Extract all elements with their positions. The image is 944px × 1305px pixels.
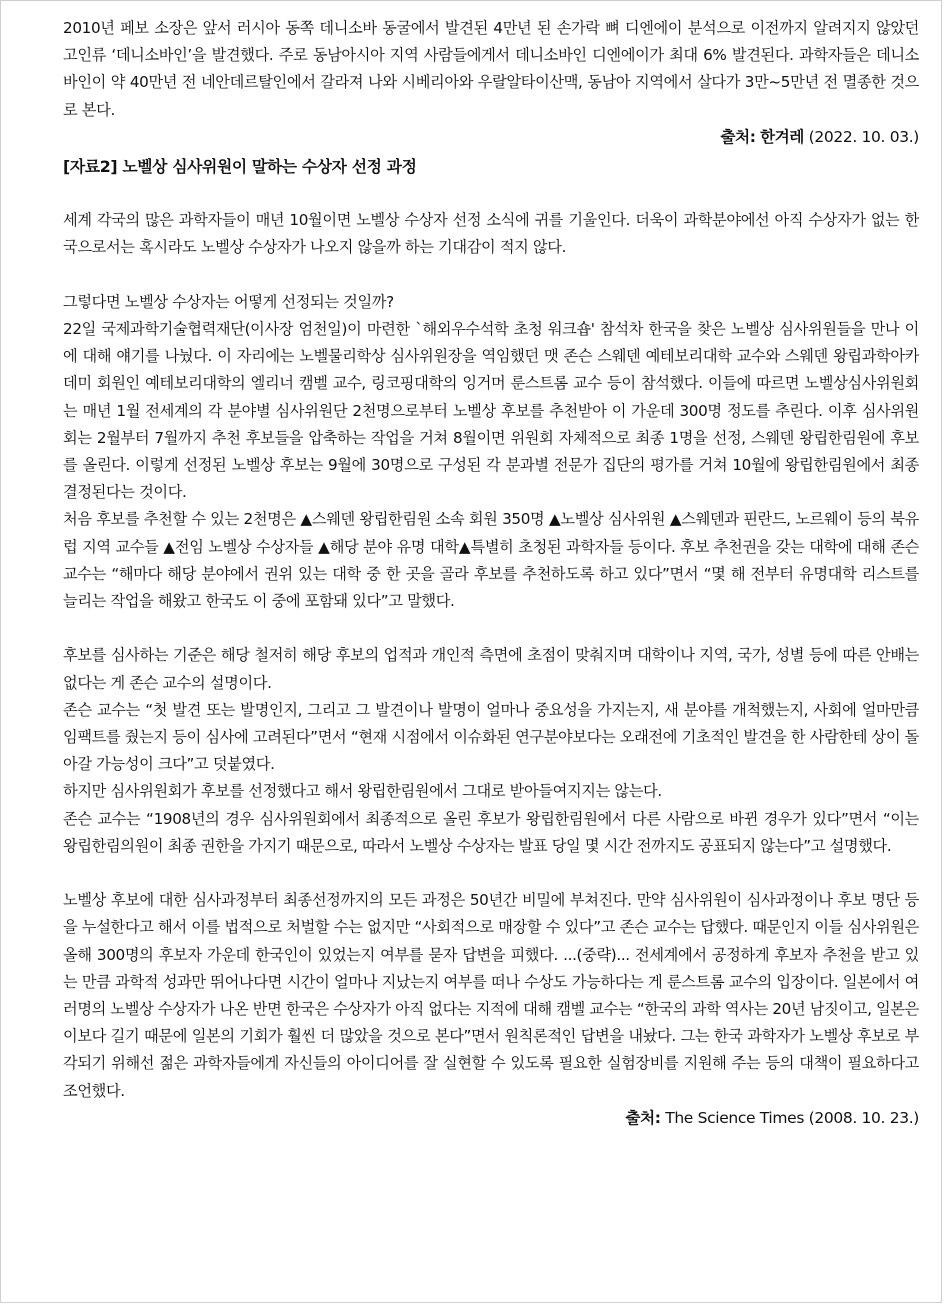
document-body	[63, 15, 919, 1132]
article-paragraph: 세계 각국의 많은 과학자들이 매년 10월이면 노벨상 수상자 선정 소식에 귀를 기울인다. 더욱이 과학분야에선 아직 수상자가 없는 한국으로서는 혹시라도 노벨상 수상자가 나오지 않을까 하는 기대감이 적지 않다.	[63, 211, 919, 257]
source-date: (2022. 10. 03.)	[808, 127, 919, 146]
article-paragraph: 후보를 심사하는 기준은 해당 철저히 해당 후보의 업적과 개인적 측면에 초점이 맞춰지며 대학이나 지역, 국가, 성별 등에 따른 안배는 없다는 게 존슨 교수의 설명이다.	[63, 646, 919, 692]
source-date: (2008. 10. 23.)	[808, 1108, 919, 1127]
article-paragraph: 처음 후보를 추천할 수 있는 2천명은 ▲스웨덴 왕립한림원 소속 회원 350명 ▲노벨상 심사위원 ▲스웨덴과 핀란드, 노르웨이 등의 북유럽 지역 교수들 ▲전임 노벨상 수상자들 ▲해당 분야 유명 대학▲특별히 초청된 과학자들 등이다. 후보 추천권을 갖는 대학에 대해 존슨 교수는 “해마다 해당 분야에서 권위 있는 대학 중 한 곳을 골라 후보를 추천하도록 하고 있다”면서 “몇 해 전부터 유명대학 리스트를 늘리는 작업을 해왔고 한국도 이 중에 포함돼 있다”고 말했다.	[63, 510, 919, 611]
article-paragraph: 노벨상 후보에 대한 심사과정부터 최종선정까지의 모든 과정은 50년간 비밀에 부쳐진다. 만약 심사위원이 심사과정이나 후보 명단 등을 누설한다고 해서 이를 법적으로 처벌할 수는 없지만 “사회적으로 매장할 수 있다”고 존슨 교수는 답했다. 때문인지 이들 심사위원은 올해 300명의 후보자 가운데 한국인이 있었는지 여부를 묻자 답변을 피했다. ...(중략)... 전세계에서 공정하게 후보자 추천을 받고 있는 만큼 과학적 성과만 뛰어나다면 시간이 얼마나 지났는지 여부를 떠나 수상도 가능하다는 게 룬스트롬 교수의 입장이다. 일본에서 여러명의 노벨상 수상자가 나온 반면 한국은 수상자가 아직 없다는 지적에 대해 캠벨 교수는 “한국의 과학 역사는 20년 남짓이고, 일본은 이보다 길기 때문에 일본의 기회가 훨씬 더 많았을 것으로 본다”면서 원칙론적인 답변을 내놨다. 그는 한국 과학자가 노벨상 후보로 부각되기 위해선 젊은 과학자들에게 자신들의 아이디어를 잘 실현할 수 있도록 필요한 실험장비를 지원해 주는 등의 대책이 필요하다고 조언했다.	[63, 891, 919, 1100]
source-label: 출처:	[625, 1108, 661, 1127]
article-paragraph: 그렇다면 노벨상 수상자는 어떻게 선정되는 것일까?	[63, 292, 394, 311]
article-paragraph: 존슨 교수는 “첫 발견 또는 발명인지, 그리고 그 발견이나 발명이 얼마나 중요성을 가지는지, 새 분야를 개척했는지, 사회에 얼마만큼 임팩트를 줬는지 등이 심사에 고려된다”면서 “현재 시점에서 이슈화된 연구분야보다는 오래전에 기초적인 발견을 한 사람한테 상이 돌아갈 가능성이 크다”고 덧붙였다.	[63, 700, 919, 774]
source-line-science-times	[63, 1105, 919, 1132]
source-name: 한겨레	[760, 127, 805, 146]
article-paragraph: 22일 국제과학기술협력재단(이사장 엄천일)이 마련한 `해외우수석학 초청 워크숍' 참석차 한국을 찾은 노벨상 심사위원들을 만나 이에 대해 얘기를 나눴다. 이 자리에는 노벨물리학상 심사위원장을 역임했던 맷 존슨 스웨덴 예테보리대학 교수와 스웨덴 왕립과학아카데미 회원인 예테보리대학의 엘리너 캠벨 교수, 링코핑대학의 잉거머 룬스트롬 교수 등이 참석했다. 이들에 따르면 노벨상심사위원회는 매년 1월 전세계의 각 분야별 심사위원단 2천명으로부터 노벨상 후보를 추천받아 이 가운데 300명 정도를 추린다. 이후 심사위원회는 2월부터 7월까지 추천 후보들을 압축하는 작업을 거쳐 8월이면 위원회 자체적으로 최종 1명을 선정, 스웨덴 왕립한림원에 후보를 올린다. 이렇게 선정된 노벨상 후보는 9월에 30명으로 구성된 각 분과별 전문가 집단의 평가를 거쳐 10월에 왕립한림원에서 최종 결정된다는 것이다.	[63, 320, 919, 502]
denisovan-paragraph: 2010년 페보 소장은 앞서 러시아 동쪽 데니소바 동굴에서 발견된 4만년 된 손가락 뼈 디엔에이 분석으로 이전까지 알려지지 않았던 고인류 ‘데니소바인’을 발견했다. 주로 동남아시아 지역 사람들에게서 데니소바인 디엔에이가 최대 6% 발견된다. 과학자들은 데니소바인이 약 40만년 전 네안데르탈인에서 갈라져 나와 시베리아와 우랄알타이산맥, 동남아 지역에서 살다가 3만~5만년 전 멸종한 것으로 본다.	[63, 19, 919, 119]
section-heading	[63, 153, 919, 180]
heading-label: [자료2]	[63, 157, 118, 177]
source-name: The Science Times	[665, 1108, 805, 1127]
heading-title: 노벨상 심사위원이 말하는 수상자 선정 과정	[122, 157, 417, 177]
article-paragraph: 존슨 교수는 “1908년의 경우 심사위원회에서 최종적으로 올린 후보가 왕립한림원에서 다른 사람으로 바뀐 경우가 있다”면서 “이는 왕립한림의원이 최종 권한을 가지기 때문으로, 따라서 노벨상 수상자는 발표 당일 몇 시간 전까지도 공표되지 않는다”고 설명했다.	[63, 809, 919, 855]
article-paragraph: 하지만 심사위원회가 후보를 선정했다고 해서 왕립한림원에서 그대로 받아들여지지는 않는다.	[63, 782, 662, 801]
source-label: 출처:	[720, 127, 756, 146]
source-line-hankyoreh	[63, 124, 919, 151]
